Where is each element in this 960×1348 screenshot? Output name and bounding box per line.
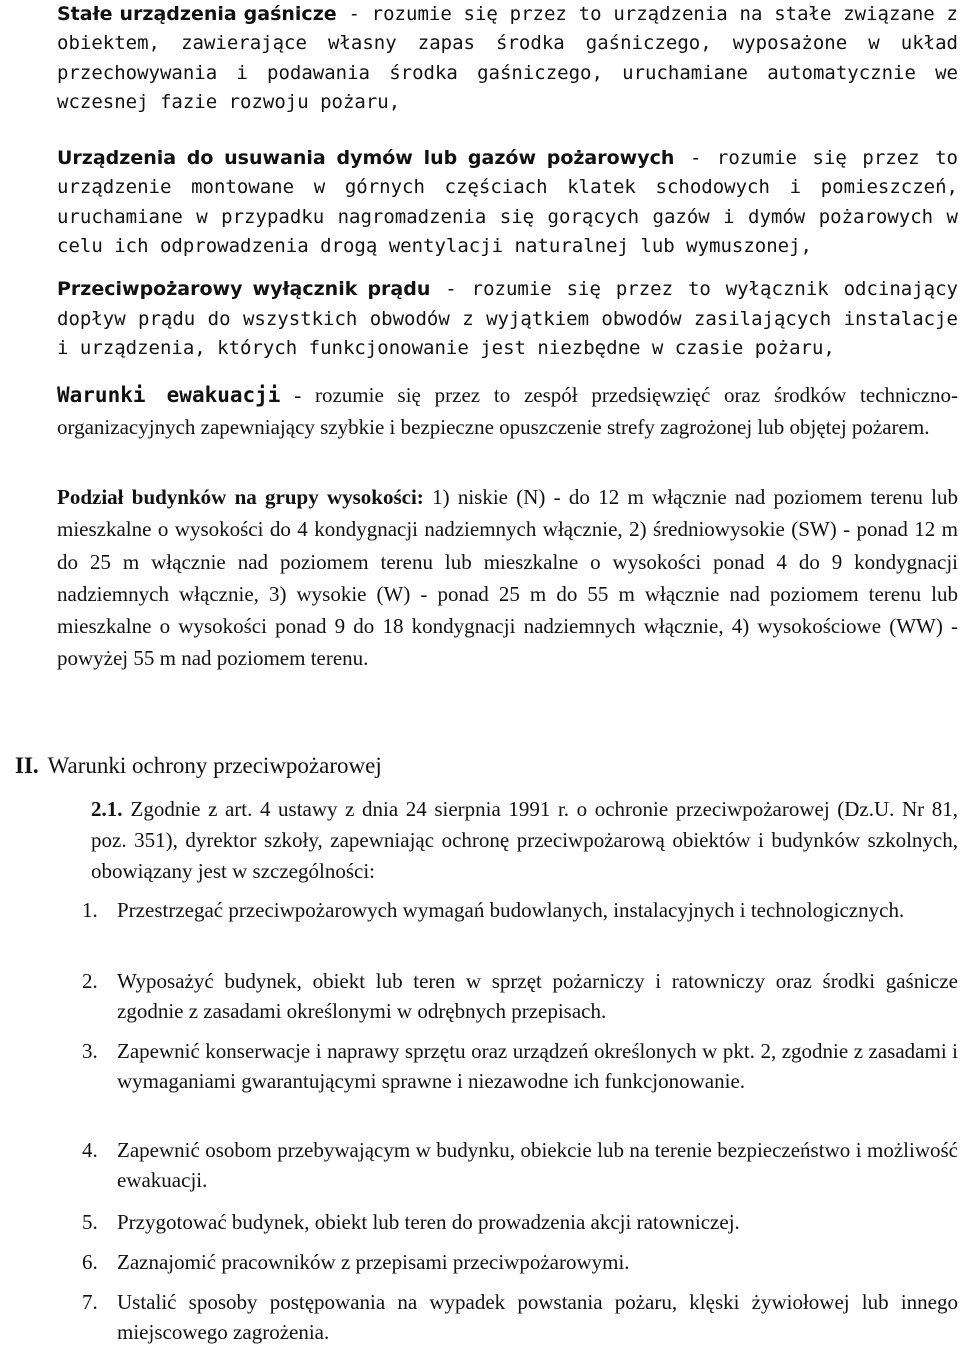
definition-paragraph bbox=[57, 275, 958, 364]
list-item-number: 2. bbox=[82, 969, 98, 993]
list-item-text: Zapewnić konserwacje i naprawy sprzętu oraz urządzeń określonych w pkt. 2, zgodnie z zasadami i wymaganiami gwarantującymi sprawne i niezawodne ich funkcjonowanie. bbox=[117, 1039, 958, 1093]
list-item-text: Wyposażyć budynek, obiekt lub teren w sprzęt pożarniczy i ratowniczy oraz środki gaśnicze zgodnie z zasadami określonymi w odrębnych przepisach. bbox=[117, 969, 958, 1023]
section-title: Warunki ochrony przeciwpożarowej bbox=[47, 753, 382, 778]
list-item bbox=[82, 1287, 958, 1347]
definition-text: - rozumie się przez to urządzenia na stałe związane z obiektem, zawierające własny zapas środka gaśniczego, wyposażone w układ przechowywania i podawania środka gaśniczego, uruchamiane automatycznie we wczesnej fazie rozwoju pożaru, bbox=[57, 3, 958, 113]
list-item-number: 6. bbox=[82, 1250, 98, 1274]
definition-paragraph bbox=[57, 481, 958, 675]
list-item bbox=[82, 1247, 958, 1277]
list-item-text: Zaznajomić pracowników z przepisami przeciwpożarowymi. bbox=[117, 1250, 630, 1274]
definition-term: Urządzenia do usuwania dymów lub gazów pożarowych bbox=[57, 147, 675, 169]
list-item bbox=[82, 966, 958, 1026]
definition-term: Warunki ewakuacji bbox=[57, 383, 281, 407]
list-item-text: Zapewnić osobom przebywającym w budynku, obiekcie lub na terenie bezpieczeństwo i możliwość ewakuacji. bbox=[117, 1138, 958, 1192]
list-item bbox=[82, 1036, 958, 1096]
list-item-text: Przygotować budynek, obiekt lub teren do prowadzenia akcji ratowniczej. bbox=[117, 1210, 740, 1234]
section-heading bbox=[15, 750, 382, 782]
subsection-number: 2.1. bbox=[91, 797, 123, 821]
definition-text: - rozumie się przez to urządzenie montowane w górnych częściach klatek schodowych i pomieszczeń, uruchamiane w przypadku nagromadzenia się gorących gazów i dymów pożarowych w celu ich odprowadzenia drogą wentylacji naturalnej lub wymuszonej, bbox=[57, 147, 958, 257]
list-item bbox=[82, 895, 958, 925]
subsection-paragraph bbox=[91, 794, 958, 887]
definition-term: Podział budynków na grupy wysokości: bbox=[57, 485, 424, 509]
subsection-text: Zgodnie z art. 4 ustawy z dnia 24 sierpnia 1991 r. o ochronie przeciwpożarowej (Dz.U. Nr 81, poz. 351), dyrektor szkoły, zapewniając ochronę przeciwpożarową obiektów i budynków szkolnych, obowiązany jest w szczególności: bbox=[91, 797, 958, 883]
list-item-number: 4. bbox=[82, 1138, 98, 1162]
definition-text: - rozumie się przez to wyłącznik odcinający dopływ prądu do wszystkich obwodów z wyjątkiem obwodów zasilających instalacje i urządzenia, których funkcjonowanie jest niezbędne w czasie pożaru, bbox=[57, 278, 958, 359]
definition-paragraph bbox=[57, 144, 958, 261]
list-item bbox=[82, 1135, 958, 1195]
list-item-number: 1. bbox=[82, 898, 98, 922]
definition-term: Przeciwpożarowy wyłącznik prądu bbox=[57, 278, 431, 300]
list-item-text: Ustalić sposoby postępowania na wypadek powstania pożaru, klęski żywiołowej lub innego miejscowego zagrożenia. bbox=[117, 1290, 958, 1344]
definition-paragraph bbox=[57, 379, 958, 443]
definition-term: Stałe urządzenia gaśnicze bbox=[57, 3, 337, 25]
list-item-number: 7. bbox=[82, 1290, 98, 1314]
list-item-text: Przestrzegać przeciwpożarowych wymagań budowlanych, instalacyjnych i technologicznych. bbox=[117, 898, 905, 922]
list-item-number: 5. bbox=[82, 1210, 98, 1234]
list-item bbox=[82, 1207, 958, 1237]
section-number: II. bbox=[15, 753, 39, 778]
list-item-number: 3. bbox=[82, 1039, 98, 1063]
definition-paragraph bbox=[57, 0, 958, 117]
definition-text: - rozumie się przez to zespół przedsięwzięć oraz środków techniczno-organizacyjnych zapewniający szybkie i bezpieczne opuszczenie strefy zagrożonej lub objętej pożarem. bbox=[57, 383, 958, 439]
definition-text: 1) niskie (N) - do 12 m włącznie nad poziomem terenu lub mieszkalne o wysokości do 4 kondygnacji nadziemnych włącznie, 2) średniowysokie (SW) - ponad 12 m do 25 m włącznie nad poziomem terenu lub mieszkalne o wysokości ponad 4 do 9 kondygnacji nadziemnych włącznie, 3) wysokie (W) - ponad 25 m do 55 m włącznie nad poziomem terenu lub mieszkalne o wysokości ponad 9 do 18 kondygnacji nadziemnych włącznie, 4) wysokościowe (WW) - powyżej 55 m nad poziomem terenu. bbox=[57, 485, 958, 671]
